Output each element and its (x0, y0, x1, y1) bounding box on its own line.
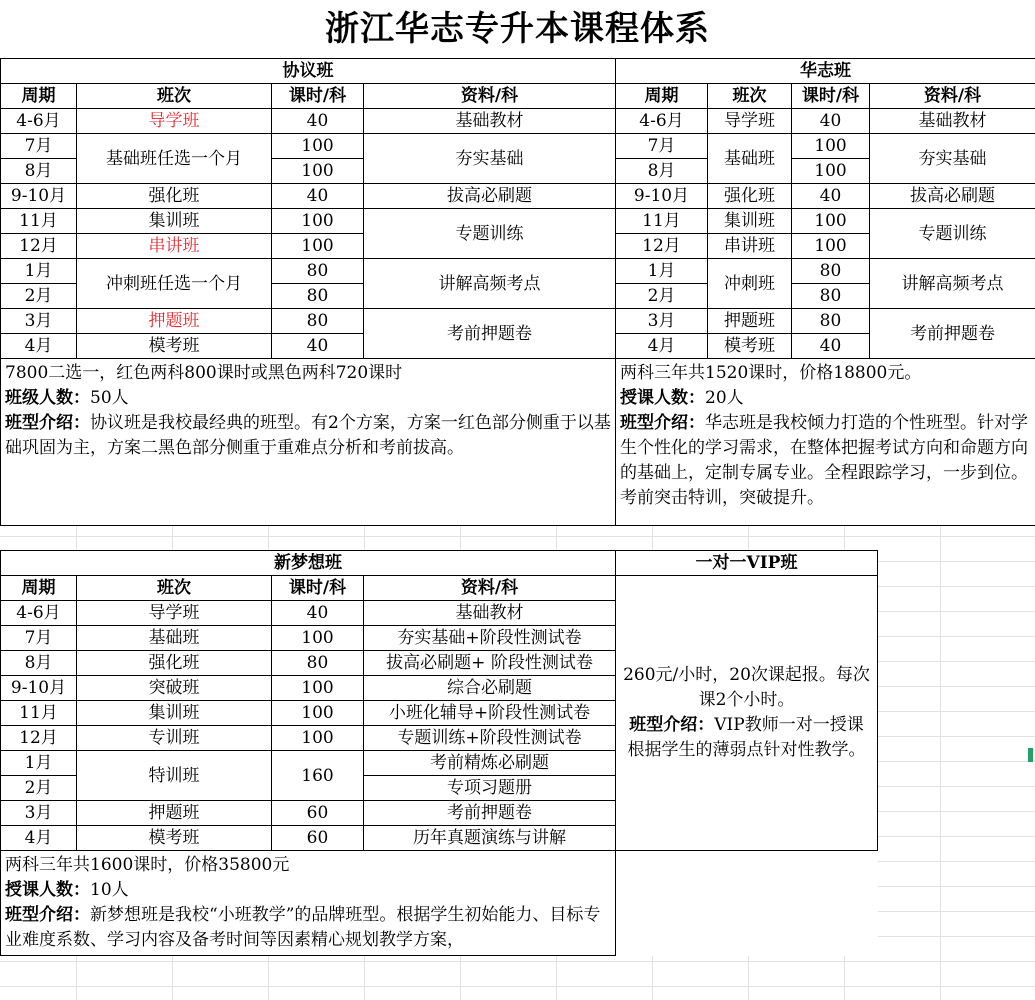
cell-hours: 100 (792, 209, 870, 234)
cell-period: 2月 (616, 284, 708, 309)
cell-material: 综合必刷题 (364, 676, 616, 701)
cell-period: 11月 (1, 701, 77, 726)
col-header-period: 周期 (1, 576, 77, 601)
cell-material: 小班化辅导+阶段性测试卷 (364, 701, 616, 726)
cell-period: 9-10月 (1, 676, 77, 701)
cell-class: 押题班 (77, 801, 272, 826)
xieyi-notes (1, 359, 616, 526)
xieyi-size-label: 班级人数： (5, 388, 90, 408)
cell-hours: 40 (792, 109, 870, 134)
col-header-hours: 课时/科 (272, 576, 364, 601)
cell-hours: 80 (792, 309, 870, 334)
cell-period: 3月 (616, 309, 708, 334)
cell-hours: 80 (792, 284, 870, 309)
vip-price-note: 260元/小时，20次课起报。每次课2个小时。 (623, 665, 870, 710)
cell-hours: 80 (272, 651, 364, 676)
page-title: 浙江华志专升本课程体系 (0, 0, 1035, 58)
cell-hours: 40 (272, 601, 364, 626)
xinmengxiang-size-value: 10人 (90, 880, 129, 900)
cell-material: 专题训练 (870, 209, 1035, 259)
cell-hours: 100 (792, 234, 870, 259)
cell-class: 集训班 (77, 209, 272, 234)
vip-intro-detail: 根据学生的薄弱点针对性教学。 (627, 740, 866, 760)
xieyi-header: 协议班 (1, 59, 616, 84)
cell-class: 专训班 (77, 726, 272, 751)
cell-hours: 100 (272, 159, 364, 184)
cell-period: 2月 (1, 284, 77, 309)
cell-period: 8月 (1, 159, 77, 184)
huazhi-header: 华志班 (616, 59, 1035, 84)
cell-period: 3月 (1, 309, 77, 334)
cell-material: 拔高必刷题 (364, 184, 616, 209)
table-row (1, 209, 1035, 234)
cell-class: 导学班 (708, 109, 792, 134)
col-header-hours: 课时/科 (272, 84, 364, 109)
cell-class: 基础班 (708, 134, 792, 184)
cell-hours: 40 (272, 109, 364, 134)
cell-material: 考前精炼必刷题 (364, 751, 616, 776)
col-header-class: 班次 (77, 84, 272, 109)
cell-hours: 100 (272, 134, 364, 159)
cell-material: 考前押题卷 (870, 309, 1035, 359)
cell-hours: 60 (272, 826, 364, 851)
cell-material: 历年真题演练与讲解 (364, 826, 616, 851)
vip-intro-label: 班型介绍： (629, 715, 715, 735)
cell-class: 模考班 (708, 334, 792, 359)
cell-period: 4月 (616, 334, 708, 359)
cell-class: 基础班任选一个月 (77, 134, 272, 184)
cell-material: 基础教材 (364, 109, 616, 134)
col-header-period: 周期 (1, 84, 77, 109)
xinmengxiang-notes (1, 851, 616, 956)
table-row (1, 109, 1035, 134)
cell-class: 突破班 (77, 676, 272, 701)
cell-material: 拔高必刷题 (870, 184, 1035, 209)
cell-hours: 80 (792, 259, 870, 284)
col-header-material: 资料/科 (870, 84, 1035, 109)
cell-period: 1月 (1, 751, 77, 776)
cell-material: 讲解高频考点 (364, 259, 616, 309)
col-header-hours: 课时/科 (792, 84, 870, 109)
cell-period: 1月 (1, 259, 77, 284)
cell-period: 4-6月 (1, 109, 77, 134)
cell-period: 7月 (1, 134, 77, 159)
xieyi-intro-text: 协议班是我校最经典的班型。有2个方案，方案一红色部分侧重于以基础巩固为主，方案二黑色部分侧重于重难点分析和考前拔高。 (5, 413, 611, 458)
cell-class: 押题班 (708, 309, 792, 334)
huazhi-size-label: 授课人数： (620, 388, 705, 408)
table-row (1, 134, 1035, 159)
cell-class: 冲刺班任选一个月 (77, 259, 272, 309)
xinmengxiang-intro-text: 新梦想班是我校“小班教学”的品牌班型。根据学生初始能力、目标专业难度系数、学习内容及备考时间等因素精心规划教学方案， (5, 905, 601, 950)
cell-period: 12月 (616, 234, 708, 259)
vip-header: 一对一VIP班 (616, 551, 878, 576)
xinmengxiang-size-label: 授课人数： (5, 880, 90, 900)
vip-details (616, 576, 878, 851)
cell-class: 强化班 (77, 184, 272, 209)
cell-period: 4-6月 (1, 601, 77, 626)
cell-hours: 160 (272, 751, 364, 801)
cell-hours: 40 (792, 334, 870, 359)
cell-hours: 80 (272, 309, 364, 334)
cell-material: 专项习题册 (364, 776, 616, 801)
cell-period: 2月 (1, 776, 77, 801)
xinmengxiang-price-note: 两科三年共1600课时，价格35800元 (5, 855, 290, 875)
cell-period: 8月 (616, 159, 708, 184)
cell-material: 夯实基础 (364, 134, 616, 184)
vip-intro-text: VIP教师一对一授课 (714, 715, 864, 735)
cell-hours: 100 (272, 209, 364, 234)
cell-period: 7月 (1, 626, 77, 651)
cell-material: 专题训练+阶段性测试卷 (364, 726, 616, 751)
cell-class: 特训班 (77, 751, 272, 801)
cell-period: 1月 (616, 259, 708, 284)
cell-hours: 40 (792, 184, 870, 209)
cell-material: 基础教材 (870, 109, 1035, 134)
cell-material: 基础教材 (364, 601, 616, 626)
cell-period: 8月 (1, 651, 77, 676)
cell-period: 11月 (616, 209, 708, 234)
cell-hours: 60 (272, 801, 364, 826)
col-header-class: 班次 (77, 576, 272, 601)
cell-hours: 100 (272, 701, 364, 726)
cell-period: 4-6月 (616, 109, 708, 134)
cell-class: 模考班 (77, 334, 272, 359)
table-row (1, 184, 1035, 209)
huazhi-intro-label: 班型介绍： (620, 413, 705, 433)
cell-class: 串讲班 (708, 234, 792, 259)
cell-class: 冲刺班 (708, 259, 792, 309)
cell-hours: 100 (272, 234, 364, 259)
cell-material: 考前押题卷 (364, 801, 616, 826)
cell-hours: 40 (272, 184, 364, 209)
cell-hours: 40 (272, 334, 364, 359)
scroll-marker (1028, 748, 1033, 762)
cell-period: 4月 (1, 334, 77, 359)
cell-material: 专题训练 (364, 209, 616, 259)
col-header-material: 资料/科 (364, 576, 616, 601)
top-course-table (0, 58, 1035, 526)
cell-period: 9-10月 (616, 184, 708, 209)
cell-hours: 100 (272, 676, 364, 701)
xinmengxiang-intro-label: 班型介绍： (5, 905, 90, 925)
huazhi-size-value: 20人 (705, 388, 744, 408)
bottom-course-table (0, 550, 878, 956)
col-header-period: 周期 (616, 84, 708, 109)
cell-period: 9-10月 (1, 184, 77, 209)
cell-class: 集训班 (708, 209, 792, 234)
cell-hours: 100 (792, 159, 870, 184)
cell-class: 模考班 (77, 826, 272, 851)
cell-material: 夯实基础 (870, 134, 1035, 184)
table-row (1, 259, 1035, 284)
cell-hours: 100 (792, 134, 870, 159)
table-row (1, 309, 1035, 334)
cell-hours: 80 (272, 259, 364, 284)
cell-period: 12月 (1, 726, 77, 751)
huazhi-intro-text: 华志班是我校倾力打造的个性班型。针对学生个性化的学习需求，在整体把握考试方向和命题方向的基础上，定制专属专业。全程跟踪学习，一步到位。考前突击特训，突破提升。 (620, 413, 1028, 508)
huazhi-notes (616, 359, 1035, 526)
cell-period: 3月 (1, 801, 77, 826)
cell-material: 拔高必刷题+ 阶段性测试卷 (364, 651, 616, 676)
cell-class: 强化班 (708, 184, 792, 209)
cell-hours: 80 (272, 284, 364, 309)
huazhi-price-note: 两科三年共1520课时，价格18800元。 (620, 363, 922, 383)
xieyi-size-value: 50人 (90, 388, 129, 408)
col-header-material: 资料/科 (364, 84, 616, 109)
cell-period: 7月 (616, 134, 708, 159)
cell-period: 4月 (1, 826, 77, 851)
col-header-class: 班次 (708, 84, 792, 109)
cell-class: 集训班 (77, 701, 272, 726)
cell-period: 11月 (1, 209, 77, 234)
cell-material: 夯实基础+阶段性测试卷 (364, 626, 616, 651)
cell-class: 导学班 (77, 109, 272, 134)
cell-hours: 100 (272, 626, 364, 651)
xieyi-price-note: 7800二选一，红色两科800课时或黑色两科720课时 (5, 363, 403, 383)
cell-class: 串讲班 (77, 234, 272, 259)
cell-period: 12月 (1, 234, 77, 259)
cell-hours: 100 (272, 726, 364, 751)
cell-material: 考前押题卷 (364, 309, 616, 359)
xinmengxiang-header: 新梦想班 (1, 551, 616, 576)
cell-class: 押题班 (77, 309, 272, 334)
cell-class: 基础班 (77, 626, 272, 651)
cell-material: 讲解高频考点 (870, 259, 1035, 309)
cell-class: 导学班 (77, 601, 272, 626)
xieyi-intro-label: 班型介绍： (5, 413, 90, 433)
cell-class: 强化班 (77, 651, 272, 676)
